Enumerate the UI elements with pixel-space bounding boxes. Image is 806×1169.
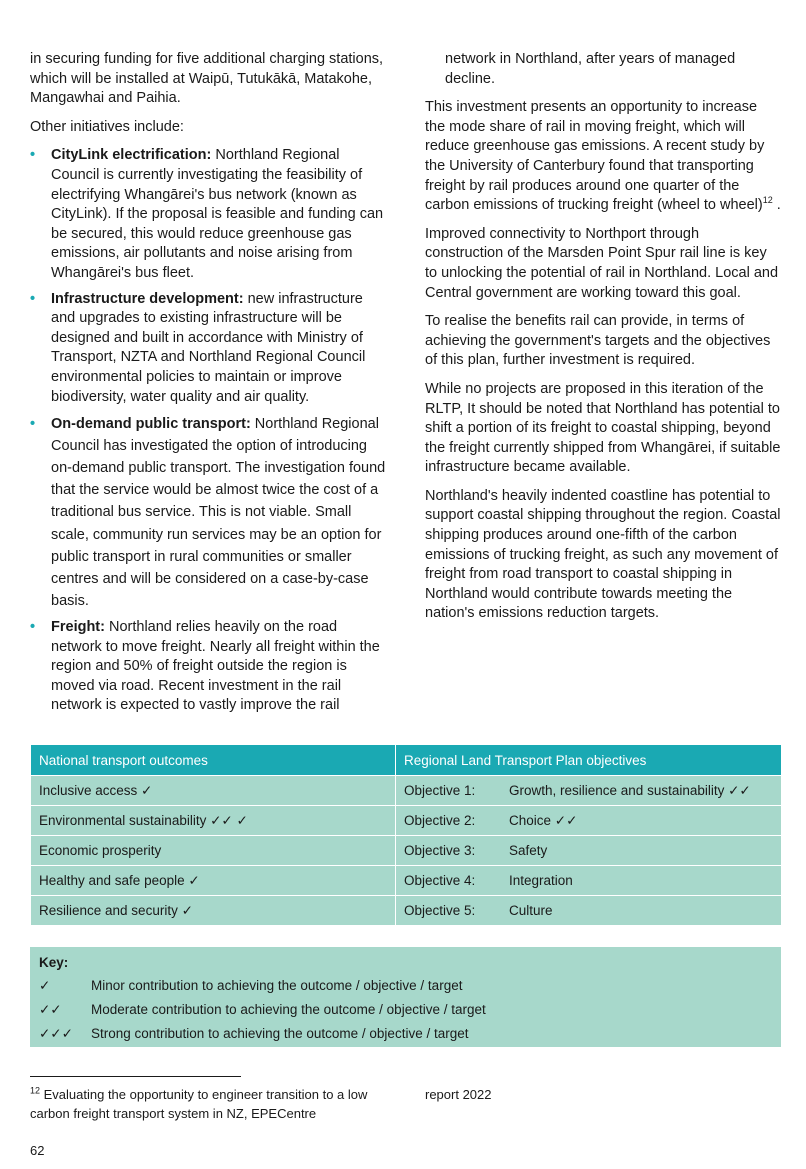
right-column (425, 50, 781, 633)
triple-check-icon: ✓✓✓ (39, 1026, 73, 1041)
coastline-paragraph: Northland's heavily indented coastline has potential to support coastal shipping throughout the region. Coastal shipping produces around one-fifth of the carbon emissions of trucking freight, as such any movement of freight from road transport to coastal shipping in Northland would contribute towards meeting the nation's emissions reduction targets. (425, 487, 781, 622)
coastal-shipping-paragraph: While no projects are proposed in this iteration of the RLTP, It should be noted that Northland has potential to shift a portion of its freight to coastal shipping, beyond the freight currently shipped from Whangārei, if suitable infrastructure became available. (425, 380, 781, 476)
bullet-icon: • (30, 618, 36, 635)
bullet-icon: • (30, 147, 36, 164)
bullet-text: Northland Regional Council has investigated the option of introducing on-demand public transport. The investigation found that the service would be almost twice the cost of a traditional bus service. This is not viable. Small scale, community run services may be an option for public transport in rural communities or smaller centres and will be considered on a case-by-case basis. (51, 416, 386, 609)
objective-label: Objective 5: (404, 903, 476, 918)
objective-cell (396, 776, 782, 806)
bullet-text: Northland Regional Council is currently investigating the feasibility of electrifying Whangārei's bus network (known as CityLink). If the proposal is feasible and funding can be secured, this would reduce greenhouse gas emissions, air pollutants and noise arising from Whangārei's bus fleet. (51, 147, 384, 281)
header-national-outcomes: National transport outcomes (31, 745, 396, 776)
rail-investment-paragraph (425, 98, 781, 216)
objective-cell (396, 836, 782, 866)
table-row (31, 806, 782, 836)
page-number: 62 (30, 1143, 45, 1158)
key-description: Moderate contribution to achieving the outcome / objective / target (91, 1002, 486, 1017)
footnote-ref: 12 (762, 195, 773, 206)
table-header-row (31, 745, 782, 776)
bullet-title: Freight: (51, 618, 105, 635)
outcome-cell: Resilience and security ✓ (31, 896, 396, 926)
objective-text: Integration (509, 873, 573, 888)
key-description: Minor contribution to achieving the outcome / objective / target (91, 978, 463, 993)
objective-label: Objective 2: (404, 812, 476, 828)
key-box (30, 947, 781, 1047)
footnote (30, 1085, 390, 1123)
bullet-icon: • (30, 416, 36, 433)
table-row (31, 776, 782, 806)
key-description: Strong contribution to achieving the outcome / objective / target (91, 1026, 469, 1041)
double-check-icon: ✓✓ (39, 1002, 62, 1017)
rail-investment-end: . (772, 197, 781, 214)
footnote-text: Evaluating the opportunity to engineer transition to a low carbon freight transport system in NZ, EPECentre (30, 1087, 368, 1121)
objective-label: Objective 3: (404, 843, 476, 858)
objective-text: Choice ✓✓ (509, 812, 578, 828)
header-rltp-objectives: Regional Land Transport Plan objectives (396, 745, 782, 776)
initiatives-intro: Other initiatives include: (30, 118, 184, 135)
objective-label: Objective 1: (404, 782, 476, 798)
check-icon: ✓ (39, 978, 51, 993)
objective-text: Growth, resilience and sustainability ✓✓ (509, 782, 751, 798)
outcomes-table (30, 744, 782, 926)
bullet-title: On-demand public transport: (51, 416, 251, 433)
rail-investment-text: This investment presents an opportunity to increase the mode share of rail in moving freight, which will reduce greenhouse gas emissions. A recent study by the University of Canterbury found that transporting freight by rail produces around one quarter of the carbon emissions of trucking freight (wheel to wheel) (425, 99, 765, 214)
objective-cell (396, 896, 782, 926)
outcome-cell: Economic prosperity (31, 836, 396, 866)
northport-paragraph: Improved connectivity to Northport through construction of the Marsden Point Spur rail line is key to unlocking the potential of rail in Northland. Local and Central government are working toward this goal. (425, 225, 779, 301)
footnote-number: 12 (30, 1085, 41, 1096)
footnote-divider (30, 1076, 241, 1077)
objective-cell (396, 806, 782, 836)
outcome-cell: Inclusive access ✓ (31, 776, 396, 806)
bullet-text: Northland relies heavily on the road network to move freight. Nearly all freight within the region and 50% of freight outside the region is moved via road. Recent investment in the rail network is expected to vastly improve the rail (51, 618, 380, 714)
list-item-citylink (30, 146, 386, 283)
key-title: Key: (39, 955, 69, 970)
objective-label: Objective 4: (404, 873, 476, 888)
initiatives-list (30, 146, 386, 716)
intro-paragraph: in securing funding for five additional charging stations, which will be installed at Waipū, Tutukākā, Matakohe, Mangawhai and Paihia. (30, 51, 384, 107)
objective-text: Culture (509, 903, 553, 918)
objective-cell (396, 866, 782, 896)
list-item-freight (30, 618, 386, 716)
objective-text: Safety (509, 843, 548, 858)
outcome-cell: Healthy and safe people ✓ (31, 866, 396, 896)
outcome-cell: Environmental sustainability ✓✓ ✓ (31, 806, 396, 836)
freight-continuation: network in Northland, after years of managed decline. (445, 51, 736, 87)
table-row (31, 896, 782, 926)
bullet-text: new infrastructure and upgrades to existing infrastructure will be designed and built in accordance with Ministry of Transport, NZTA and Northland Regional Council environmental policies to maintain or improve biodiversity, water quality and air quality. (51, 290, 366, 405)
table-row (31, 866, 782, 896)
left-column (30, 50, 386, 722)
benefits-paragraph: To realise the benefits rail can provide, in terms of achieving the government's targets and the objectives of this plan, further investment is required. (425, 313, 771, 369)
footnote-continuation: report 2022 (425, 1087, 492, 1102)
bullet-title: CityLink electrification: (51, 147, 212, 164)
bullet-title: Infrastructure development: (51, 290, 244, 307)
bullet-icon: • (30, 290, 36, 307)
list-item-infrastructure (30, 290, 386, 408)
list-item-on-demand (30, 413, 386, 612)
table-row (31, 836, 782, 866)
